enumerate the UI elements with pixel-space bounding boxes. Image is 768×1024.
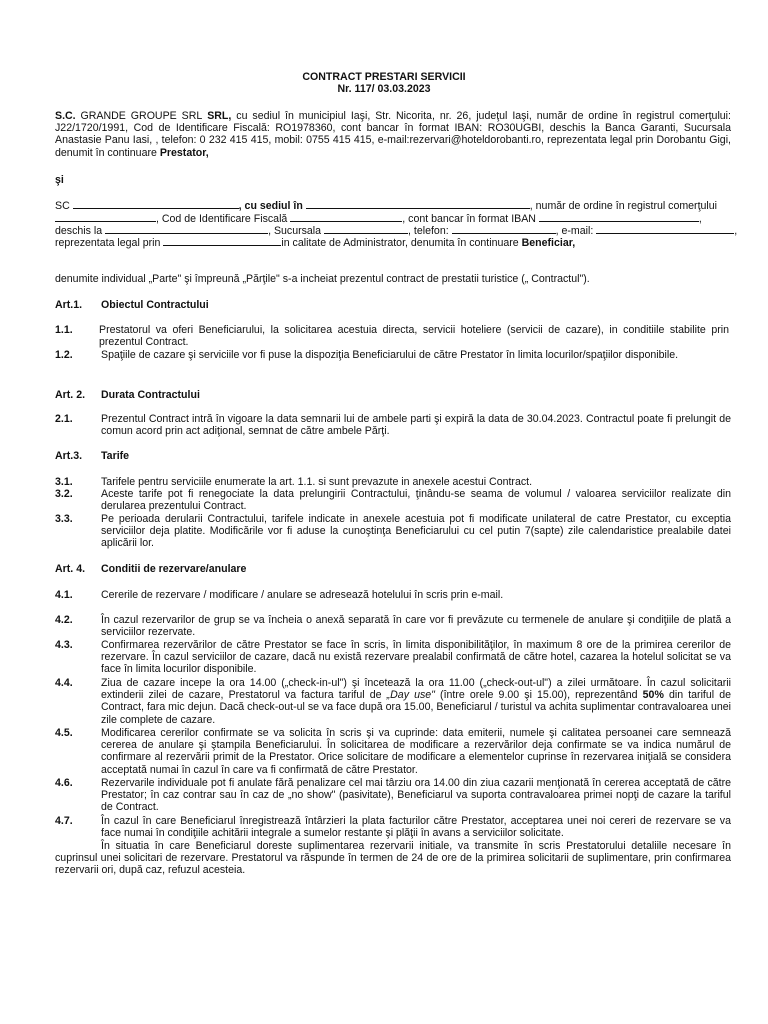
company-name-blank[interactable] bbox=[73, 199, 239, 209]
prestator-sc: S.C. bbox=[55, 110, 76, 122]
beneficiar-role: Beneficiar, bbox=[521, 237, 576, 249]
phone-blank[interactable] bbox=[452, 224, 556, 234]
prestator-role: Prestator, bbox=[159, 146, 209, 159]
article-4-heading: Art. 4. Conditii de rezervare/anulare bbox=[55, 563, 247, 575]
prestator-srl: SRL, bbox=[202, 110, 232, 122]
address-blank[interactable] bbox=[306, 199, 530, 209]
registry-number-blank[interactable] bbox=[55, 212, 156, 222]
prestator-company: GRANDE GROUPE SRL bbox=[75, 110, 203, 122]
contract-page: CONTRACT PRESTARI SERVICII Nr. 117/ 03.03.2023 S.C. GRANDE GROUPE SRL SRL, cu sediul în municipiul Iaşi, Str. Nicorita, nr. 26, judeţul Iaşi, număr de ordine în registrul comerţului: J22/1720/1991, Cod de Identificare Fiscală: RO1978360, cont bancar în format IBAN: RO30UGBI, deschis la Banca Garanti, Sucursala Anastasie Panu Iasi, , telefon: 0 232 415 415, mobil: 0755 415 415, e-mail:rezervari@hoteldorobanti.ro, reprezentata legal prin Dorobantu Gigi, denumit în continuare Prestator, şi SC , cu sediul în , număr de ordine în registrul comerţului , Cod de Identificare Fiscală , cont bancar în format IBAN , deschis la , Sucursala , telefon: , e-mail: , reprezentata legal prin in calitate de Administrator, denumita în continuare Beneficiar, denumite individual „Parte" şi împreună „Părţile" s-a incheiat prezentul contract de prestatii turistice („ Contractul"). Art.1. Obiectul Contractului 1.1. Prestatorul va oferi Beneficiarului, la solicitarea acestuia directa, servicii hoteliere (servicii de cazare), in conditiile stabilite prin prezentul Contract. 1.2. Spaţiile de cazare şi serviciile vor fi puse la dispoziţia Beneficiarului de către Prestator în limita locurilor/spaţiilor disponibile. Art. 2. Durata Contractului 2.1. Prezentul Contract intră în vigoare la data semnarii lui de ambele parti şi expiră la data de 30.04.2023. Contractul poate fi prelungit de comun acord prin act adiţional, semnat de către ambele Părţi. Art.3. Tarife 3.1. Tarifele pentru serviciile enumerate la art. 1.1. si sunt prevazute in anexele acestui Contract. 3.2. Aceste tarife pot fi renegociate la data prelungirii Contractului, ţinându-se seama de volumul / valoarea serviciilor realizate din derularea prezentului Contract. 3.3. Pe perioada derularii Contractului, tarifele indicate in anexele acestuia pot fi modificate unilateral de catre Prestator, cu exceptia serviciilor deja platite. Modificările vor fi aduse la cunoştinţa Beneficiarului cu cel putin 7(sapte) zile calendaristice prealabile datei aplicării lor. Art. 4. Conditii de rezervare/anulare 4.1. Cererile de rezervare / modificare / anulare se adresează hotelului în scris prin e-mail. 4.2. În cazul rezervarilor de grup se va încheia o anexă separată în care vor fi prevăzute cu termenele de anulare şi condiţiile de plată a serviciilor rezervate. 4.3. Confirmarea rezervărilor de către Prestator se face în scris, în limita disponibilităţilor, în maximum 8 ore de la primirea cererilor de rezervare. În cazul serviciilor de cazare, dacă nu există rezervare prealabil confirmată de către hotel, cazarea la hotelul solicitat se va face în limita locurilor disponibile. 4.4. Ziua de cazare incepe la ora 14.00 („check-in-ul") şi încetează la ora 11.00 („check-out-ul") a zilei următoare. În cazul solicitarii extinderii zilei de cazare, Prestatorul va factura tariful de „Day use" (între orele 9.00 şi 15.00), reprezentând 50% din tariful de Contract, fara mic dejun. Dacă check-out-ul se va face după ora 15.00, Beneficiarul / turistul va achita suplimentar contravaloarea unei zile complete de cazare. 4.5. Modificarea cererilor confirmate se va solicita în scris şi va cuprinde: data emiterii, numele şi calitatea persoanei care semnează cererea de anulare şi ştampila Beneficiarului. În solicitarea de modificare a rezervărilor deja confirmate se va indica numărul de confirmare al rezervării primit de la Prestator. Orice solicitare de modificare a elementelor cuprinse în rezervarea iniţială se considera acceptată numai în cazul în care va fi confirmată de către Prestator. 4.6. Rezervarile individuale pot fi anulate fără penalizare cel mai târziu ora 14.00 din ziua cazarii menţionată în cererea acceptată de către Prestator; în caz contrar sau în caz de „no show" (pasivitate), Beneficiarul va suporta contravaloarea primei nopţi de cazare la tariful de Contract. 4.7. În cazul în care Beneficiarul înregistrează întârzieri la plata facturilor către Prestator, acceptarea unei noi cereri de rezervare se va face numai în condiţiile achitării integrale a sumelor restante şi plăţii în avans a serviciilor solicitate. În situatia în care Beneficiarul doreste suplimentarea rezervarii initiale, va transmite în scris Prestatorului detaliile necesare în cuprinsul unei solicitari de rezervare. Prestatorul va răspunde în termen de 24 de ore de la primirea solicitarii de suplimentare, prin confirmarea rezervarii ori, după caz, refuzul acesteia. bbox=[0, 0, 768, 1024]
beneficiar-line-3: deschis la , Sucursala , telefon: , e-mail: , bbox=[55, 225, 738, 237]
branch-blank[interactable] bbox=[324, 224, 408, 234]
iban-blank[interactable] bbox=[539, 212, 699, 222]
representative-blank[interactable] bbox=[163, 236, 281, 246]
beneficiar-line-2: , Cod de Identificare Fiscală , cont bancar în format IBAN , bbox=[55, 212, 702, 225]
day-use-term: „Day use" bbox=[386, 689, 435, 702]
article-2-heading: Art. 2. Durata Contractului bbox=[55, 389, 200, 401]
bank-blank[interactable] bbox=[105, 224, 268, 234]
day-use-percent: 50% bbox=[642, 689, 664, 702]
article-4-closing: În situatia în care Beneficiarul doreste suplimentarea rezervarii initiale, va transmite în scris Prestatorului detaliile necesare în cuprinsul unei solicitari de rezervare. Prestatorul va răspunde în termen de 24 de ore de la primirea solicitarii de suplimentare, prin confirmarea rezervarii ori, după caz, refuzul acesteia. bbox=[55, 840, 731, 877]
article-1-heading: Art.1. Obiectul Contractului bbox=[55, 299, 209, 311]
article-3-heading: Art.3. Tarife bbox=[55, 450, 130, 462]
prestator-details: cu sediul în municipiul Iaşi, Str. Nicorita, nr. 26, judeţul Iaşi, număr de ordine în registrul comerţului: J22/1720/1991, Cod de Identificare Fiscală: RO1978360, cont bancar în format IBAN: RO30UGBI, deschis la Banca Garanti, Sucursala Anastasie Panu Iasi, , telefon: 0 232 415 415, mobil: 0755 415 415, e-mail:rezervari@hoteldorobanti.ro, reprezentata legal prin Dorobantu Gigi, denumit în continuare bbox=[55, 110, 731, 159]
contract-title: CONTRACT PRESTARI SERVICII bbox=[302, 71, 466, 83]
email-blank[interactable] bbox=[596, 224, 734, 234]
beneficiar-line-4: reprezentata legal prin in calitate de Administrator, denumita în continuare Beneficiar, bbox=[55, 237, 576, 249]
prestator-paragraph bbox=[55, 110, 731, 159]
intro-text: denumite individual „Parte" şi împreună „Părţile" s-a incheiat prezentul contract de prestatii turistice („ Contractul"). bbox=[55, 273, 590, 285]
and-conjunction: şi bbox=[55, 174, 64, 186]
contract-number: Nr. 117/ 03.03.2023 bbox=[337, 83, 431, 95]
fiscal-code-blank[interactable] bbox=[290, 212, 402, 222]
beneficiar-line-1: SC , cu sediul în , număr de ordine în registrul comerţului bbox=[55, 200, 718, 212]
